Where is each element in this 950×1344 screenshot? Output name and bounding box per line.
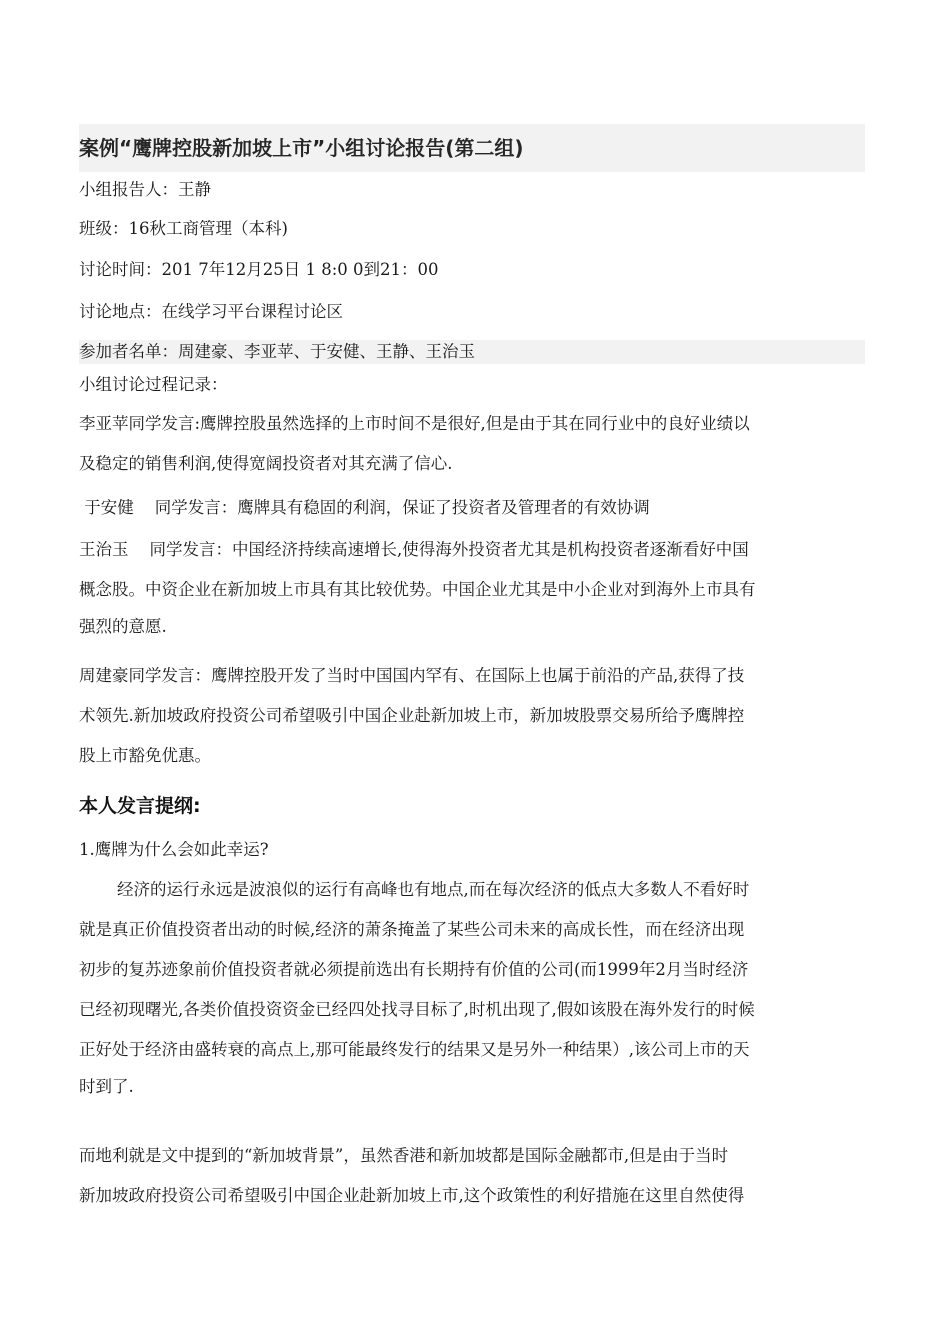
answer-row: 经济的运行永远是波浪似的运行有高峰也有地点,而在每次经济的低点大多数人不看好时 [117,880,750,899]
speech-li-yaping [79,404,865,484]
participants-line: 参加者名单：周建豪、李亚苹、于安健、王静、王治玉 [79,340,865,364]
outline-heading: 本人发言提纲: [79,795,201,817]
answer-row: 正好处于经济由盛转衰的高点上,那可能最终发行的结果又是另外一种结果）,该公司上市的天 [79,1040,750,1059]
discussion-time-line: 讨论时间：201 7年12月25日 1 8:0 0到21：00 [79,260,439,279]
closing-paragraph [79,1136,865,1216]
speech-row: 王治玉 同学发言：中国经济持续高速增长,使得海外投资者尤其是机构投资者逐渐看好中国 [79,540,749,559]
answer-paragraph [79,870,865,1104]
discussion-place-line: 讨论地点：在线学习平台课程讨论区 [79,302,343,321]
speech-yu-anjian [79,488,865,528]
document-title: 案例“鹰牌控股新加坡上市”小组讨论报告(第二组) [79,124,865,172]
speech-row: 李亚苹同学发言:鹰牌控股虽然选择的上市时间不是很好,但是由于其在同行业中的良好业绩以 [79,414,750,433]
closing-row: 新加坡政府投资公司希望吸引中国企业赴新加坡上市,这个政策性的利好措施在这里自然使得 [79,1186,745,1205]
speech-row: 及稳定的销售利润,使得宽阔投资者对其充满了信心. [79,454,453,473]
answer-row: 时到了. [79,1077,134,1096]
question-1: 1.鹰牌为什么会如此幸运? [79,840,269,859]
record-heading: 小组讨论过程记录： [79,375,228,394]
speech-row: 术领先.新加坡政府投资公司希望吸引中国企业赴新加坡上市，新加坡股票交易所给予鹰牌控 [79,706,745,725]
class-line: 班级：16秋工商管理（本科) [79,219,288,238]
reporter-line: 小组报告人：王静 [79,180,211,199]
speech-wang-zhiyu [79,530,865,644]
closing-row: 而地利就是文中提到的“新加坡背景”，虽然香港和新加坡都是国际金融都市,但是由于当时 [79,1146,729,1165]
speech-row: 周建豪同学发言：鹰牌控股开发了当时中国国内罕有、在国际上也属于前沿的产品,获得了技 [79,666,745,685]
speech-row: 强烈的意愿. [79,617,167,636]
speech-row: 概念股。中资企业在新加坡上市具有其比较优势。中国企业尤其是中小企业对到海外上市具有 [79,580,756,599]
answer-row: 已经初现曙光,各类价值投资资金已经四处找寻目标了,时机出现了,假如该股在海外发行的时候 [79,1000,755,1019]
speech-row: 于安健 同学发言：鹰牌具有稳固的利润，保证了投资者及管理者的有效协调 [79,498,650,517]
speech-zhou-jianhao [79,656,865,776]
answer-row: 就是真正价值投资者出动的时候,经济的萧条掩盖了某些公司未来的高成长性，而在经济出现 [79,920,745,939]
answer-row: 初步的复苏迹象前价值投资者就必须提前选出有长期持有价值的公司(而1999年2月当时经济 [79,960,749,979]
speech-row: 股上市豁免优惠。 [79,746,211,765]
